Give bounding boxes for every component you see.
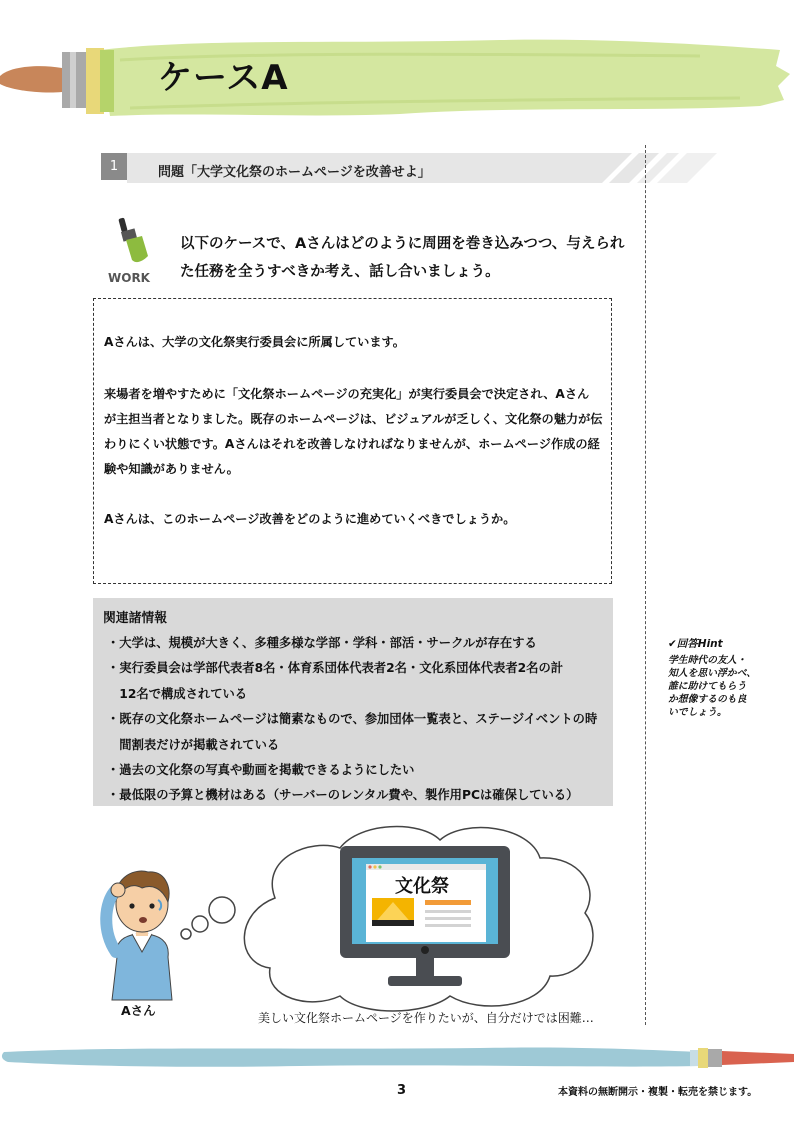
info-item: 間割表だけが掲載されている [107,738,280,752]
info-item: ・過去の文化祭の写真や動画を掲載できるようにしたい [107,763,415,777]
hint-title: ✔回答Hint [668,638,723,650]
screen-festival-text: 文化祭 [395,876,449,897]
header-brush-stroke [0,30,794,140]
case-line: わりにくい状態です。Aさんはそれを改善しなければなりませんが、ホームページ作成の経 [104,437,600,451]
case-line: が主担当者となりました。既存のホームページは、ビジュアルが乏しく、文化祭の魅力が伝 [104,412,603,426]
hint-line: 学生時代の友人・ [668,655,747,666]
hint-line: か想像するのも良 [668,694,747,705]
info-item: ・既存の文化祭ホームページは簡素なもので、参加団体一覧表と、ステージイベントの時 [107,712,598,726]
hint-line: いでしょう。 [668,707,727,718]
info-item: 12名で構成されている [107,687,248,701]
page-number: 3 [397,1083,407,1098]
related-info-title: 関連諸情報 [103,611,167,626]
work-line: た任務を全うすべきか考え、話し合いましょう。 [180,264,500,280]
case-line: 来場者を増やすために「文化祭ホームページの充実化」が実行委員会で決定され、Aさん [104,387,590,401]
illustration-caption: 美しい文化祭ホームページを作りたいが、自分だけでは困難… [258,1011,594,1025]
case-line: Aさんは、大学の文化祭実行委員会に所属しています。 [104,335,405,349]
hint-line: 誰に助けてもらう [668,681,747,692]
worried-student-illustration [92,862,192,1002]
thought-cloud-illustration [180,818,605,1018]
case-line: 験や知識がありません。 [104,462,239,476]
work-label: WORK [108,271,150,285]
info-item: ・大学は、規模が大きく、多種多様な学部・学科・部活・サークルが存在する [107,636,537,650]
footer-brush-stroke [0,1040,794,1074]
work-paintbrush-icon [106,216,158,286]
info-item: ・最低限の予算と機材はある（サーバーのレンタル費や、製作用PCは確保している） [107,788,579,802]
work-instructions [180,230,625,286]
work-line: 以下のケースで、Aさんはどのように周囲を巻き込みつつ、与えられ [180,236,625,252]
info-item: ・実行委員会は学部代表者8名・体育系団体代表者2名・文化系団体代表者2名の計 [107,661,564,675]
case-line: Aさんは、このホームページ改善をどのように進めていくべきでしょうか。 [104,512,516,526]
hint-line: 知人を思い浮かべ、 [668,668,757,679]
section-number-badge: 1 [101,153,127,180]
copyright-notice: 本資料の無断開示・複製・転売を禁じます。 [558,1087,758,1098]
person-label: Aさん [121,1003,156,1018]
page-title: ケースA [158,58,289,98]
section-title: 問題「大学文化祭のホームページを改善せよ」 [158,165,431,180]
column-divider [645,145,646,1025]
